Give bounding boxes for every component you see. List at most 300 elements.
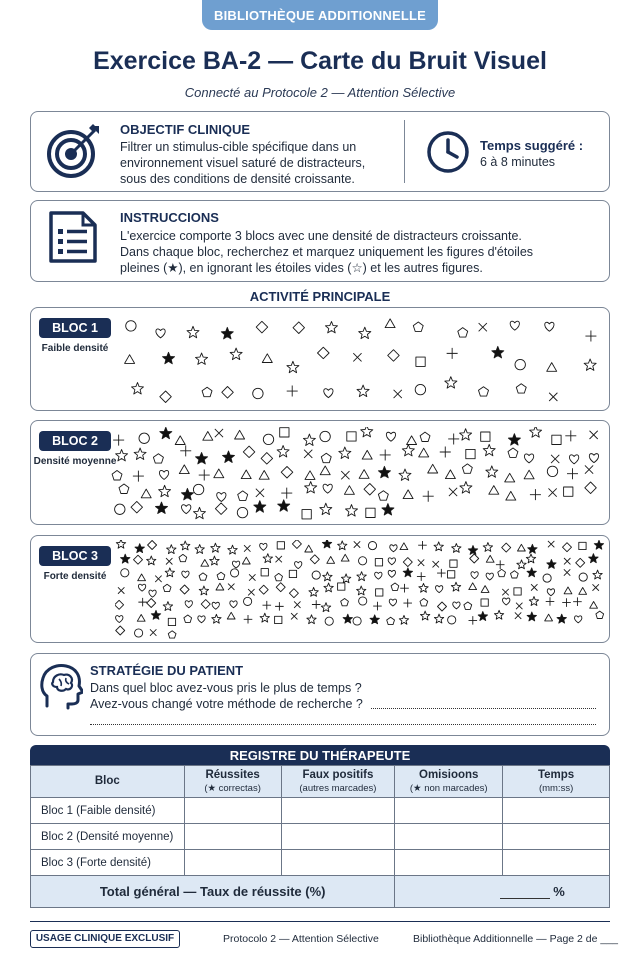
empty-star-shape[interactable] [451,582,460,591]
pentagon-shape[interactable] [420,599,428,606]
filled-star-shape[interactable] [135,544,144,553]
plus-shape[interactable] [180,445,191,456]
pentagon-shape[interactable] [420,432,430,441]
circle-shape[interactable] [312,571,320,579]
heart-shape[interactable] [159,470,168,479]
diamond-shape[interactable] [585,482,597,494]
filled-star-shape[interactable] [156,502,168,513]
cross-shape[interactable] [479,323,487,331]
pentagon-shape[interactable] [464,602,472,609]
empty-star-shape[interactable] [230,348,242,360]
plus-shape[interactable] [380,449,391,460]
empty-star-shape[interactable] [483,543,492,552]
square-shape[interactable] [514,588,521,595]
empty-star-shape[interactable] [287,361,299,372]
diamond-shape[interactable] [134,555,143,564]
heart-shape[interactable] [547,589,554,596]
filled-star-shape[interactable] [508,434,520,445]
diamond-shape[interactable] [256,321,268,333]
filled-star-shape[interactable] [378,466,390,477]
answer-line[interactable] [371,708,596,709]
empty-star-shape[interactable] [323,572,332,581]
entry-cell[interactable] [395,798,503,824]
entry-cell[interactable] [395,824,503,850]
heart-shape[interactable] [390,545,397,552]
empty-star-shape[interactable] [402,445,414,456]
circle-shape[interactable] [139,433,149,443]
triangle-shape[interactable] [341,554,349,561]
empty-star-shape[interactable] [187,326,199,338]
plus-shape[interactable] [440,447,451,458]
triangle-shape[interactable] [547,363,557,372]
diamond-shape[interactable] [388,350,400,362]
filled-star-shape[interactable] [223,451,235,463]
empty-star-shape[interactable] [494,610,503,619]
square-shape[interactable] [289,570,296,577]
filled-star-shape[interactable] [254,501,266,513]
triangle-shape[interactable] [506,491,516,500]
diamond-shape[interactable] [502,543,511,552]
pentagon-shape[interactable] [458,328,468,338]
heart-shape[interactable] [569,455,578,464]
circle-shape[interactable] [547,466,557,476]
empty-star-shape[interactable] [452,544,461,553]
entry-cell[interactable] [503,798,610,824]
cross-shape[interactable] [502,589,508,595]
empty-star-shape[interactable] [134,448,146,460]
pentagon-shape[interactable] [387,617,395,624]
plus-shape[interactable] [287,386,298,397]
circle-shape[interactable] [263,434,273,444]
heart-shape[interactable] [386,432,395,441]
heart-shape[interactable] [389,599,396,606]
triangle-shape[interactable] [327,557,335,564]
plus-shape[interactable] [403,599,412,608]
filled-star-shape[interactable] [278,500,290,511]
circle-shape[interactable] [244,597,252,605]
empty-star-shape[interactable] [434,614,443,623]
plus-shape[interactable] [417,572,426,581]
cross-shape[interactable] [548,541,554,547]
empty-star-shape[interactable] [159,485,171,496]
empty-star-shape[interactable] [460,482,472,494]
square-shape[interactable] [261,569,268,576]
diamond-shape[interactable] [147,599,156,608]
pentagon-shape[interactable] [462,464,472,473]
cross-shape[interactable] [228,584,234,590]
entry-cell[interactable] [281,850,395,876]
heart-shape[interactable] [182,505,191,514]
heart-shape[interactable] [116,616,123,623]
plus-shape[interactable] [437,569,446,578]
cross-shape[interactable] [249,574,255,580]
entry-cell[interactable] [184,798,281,824]
heart-shape[interactable] [323,484,332,493]
plus-shape[interactable] [447,348,458,359]
plus-shape[interactable] [573,597,582,606]
circle-shape[interactable] [320,431,330,441]
circle-shape[interactable] [135,629,143,637]
empty-star-shape[interactable] [196,353,208,364]
filled-star-shape[interactable] [468,546,477,555]
diamond-shape[interactable] [470,554,479,563]
empty-star-shape[interactable] [320,503,332,514]
square-shape[interactable] [466,449,475,458]
empty-star-shape[interactable] [357,586,366,595]
circle-shape[interactable] [579,573,587,581]
heart-shape[interactable] [436,586,443,593]
pentagon-shape[interactable] [516,384,526,393]
triangle-shape[interactable] [203,432,213,441]
pentagon-shape[interactable] [153,454,163,463]
circle-shape[interactable] [193,484,203,494]
empty-star-shape[interactable] [309,587,318,596]
filled-star-shape[interactable] [557,614,566,623]
diamond-shape[interactable] [160,391,172,403]
cross-shape[interactable] [564,569,570,575]
empty-star-shape[interactable] [194,507,206,519]
heart-shape[interactable] [185,601,192,608]
entry-cell[interactable] [281,798,395,824]
cross-shape[interactable] [276,556,282,562]
plus-shape[interactable] [263,601,272,610]
circle-shape[interactable] [325,617,333,625]
cross-shape[interactable] [515,612,521,618]
empty-star-shape[interactable] [593,570,602,579]
plus-shape[interactable] [244,615,253,624]
plus-shape[interactable] [585,331,596,342]
filled-star-shape[interactable] [221,327,233,339]
diamond-shape[interactable] [563,543,572,552]
heart-shape[interactable] [295,562,302,569]
cross-shape[interactable] [433,561,439,567]
diamond-shape[interactable] [276,583,285,592]
plus-shape[interactable] [281,488,292,499]
filled-star-shape[interactable] [492,346,504,358]
heart-shape[interactable] [217,493,226,502]
empty-star-shape[interactable] [339,447,351,459]
cross-shape[interactable] [215,429,223,437]
empty-star-shape[interactable] [486,466,498,477]
filled-star-shape[interactable] [528,544,537,553]
empty-star-shape[interactable] [165,568,174,577]
empty-star-shape[interactable] [346,505,358,516]
diamond-shape[interactable] [576,558,585,567]
cross-shape[interactable] [354,541,360,547]
circle-shape[interactable] [231,569,239,577]
filled-star-shape[interactable] [163,352,175,364]
empty-star-shape[interactable] [116,540,125,548]
square-shape[interactable] [552,435,561,444]
triangle-shape[interactable] [590,602,598,609]
triangle-shape[interactable] [137,615,145,622]
plus-shape[interactable] [275,602,284,611]
empty-star-shape[interactable] [530,427,542,437]
empty-star-shape[interactable] [195,545,204,554]
empty-star-shape[interactable] [163,602,172,611]
pentagon-shape[interactable] [184,615,192,622]
triangle-shape[interactable] [428,464,438,473]
empty-star-shape[interactable] [419,583,428,592]
triangle-shape[interactable] [486,555,494,562]
diamond-shape[interactable] [259,585,268,594]
empty-star-shape[interactable] [303,434,315,445]
heart-shape[interactable] [524,454,533,463]
square-shape[interactable] [280,428,289,437]
pentagon-shape[interactable] [479,387,489,396]
triangle-shape[interactable] [419,448,429,457]
square-shape[interactable] [481,599,488,606]
triangle-shape[interactable] [242,557,250,564]
circle-shape[interactable] [237,507,247,517]
filled-star-shape[interactable] [196,453,208,464]
cross-shape[interactable] [592,584,598,590]
circle-shape[interactable] [368,542,376,550]
triangle-shape[interactable] [481,586,489,593]
heart-shape[interactable] [575,616,582,623]
triangle-shape[interactable] [489,486,499,495]
circle-shape[interactable] [515,359,525,369]
plus-shape[interactable] [423,491,434,502]
empty-star-shape[interactable] [228,545,237,554]
triangle-shape[interactable] [241,470,251,479]
empty-star-shape[interactable] [421,611,430,620]
empty-star-shape[interactable] [277,446,289,458]
plus-shape[interactable] [199,470,210,481]
empty-star-shape[interactable] [460,429,472,440]
diamond-shape[interactable] [243,446,255,458]
circle-shape[interactable] [359,597,367,605]
pentagon-shape[interactable] [511,571,519,578]
triangle-shape[interactable] [201,560,209,567]
triangle-shape[interactable] [179,465,189,474]
diamond-shape[interactable] [222,387,234,399]
cross-shape[interactable] [291,613,297,619]
heart-shape[interactable] [503,598,510,605]
pentagon-shape[interactable] [119,484,129,494]
heart-shape[interactable] [388,570,395,577]
diamond-shape[interactable] [115,600,124,609]
heart-shape[interactable] [510,321,519,330]
filled-star-shape[interactable] [594,540,603,549]
circle-shape[interactable] [353,617,361,625]
cross-shape[interactable] [564,558,570,564]
cross-shape[interactable] [548,488,556,496]
filled-star-shape[interactable] [343,614,352,623]
cross-shape[interactable] [256,489,264,497]
triangle-shape[interactable] [227,612,235,619]
triangle-shape[interactable] [445,470,455,479]
triangle-shape[interactable] [524,470,534,479]
heart-shape[interactable] [156,329,165,338]
cross-shape[interactable] [248,589,254,595]
entry-cell[interactable] [503,850,610,876]
heart-shape[interactable] [388,558,395,565]
empty-star-shape[interactable] [584,359,596,370]
empty-star-shape[interactable] [529,597,538,606]
triangle-shape[interactable] [407,436,417,445]
cross-shape[interactable] [155,576,161,582]
empty-star-shape[interactable] [526,554,535,563]
cross-shape[interactable] [118,587,124,593]
empty-star-shape[interactable] [359,327,371,338]
cross-shape[interactable] [585,465,593,473]
pentagon-shape[interactable] [163,584,171,591]
diamond-shape[interactable] [364,484,376,496]
cross-shape[interactable] [244,545,250,551]
cross-shape[interactable] [353,353,361,361]
heart-shape[interactable] [198,616,205,623]
square-shape[interactable] [579,542,586,549]
square-shape[interactable] [448,571,455,578]
plus-shape[interactable] [496,560,505,569]
triangle-shape[interactable] [141,489,151,498]
empty-star-shape[interactable] [357,385,369,397]
plus-shape[interactable] [469,616,478,625]
pentagon-shape[interactable] [168,631,176,638]
triangle-shape[interactable] [262,354,272,363]
empty-star-shape[interactable] [147,556,156,565]
circle-shape[interactable] [121,569,129,577]
filled-star-shape[interactable] [370,615,379,624]
triangle-shape[interactable] [385,319,395,328]
plus-shape[interactable] [448,433,459,444]
heart-shape[interactable] [486,573,493,580]
square-shape[interactable] [375,559,382,566]
circle-shape[interactable] [253,388,263,398]
empty-star-shape[interactable] [338,541,347,550]
diamond-shape[interactable] [293,322,305,334]
triangle-shape[interactable] [564,587,572,594]
square-shape[interactable] [347,432,356,441]
heart-shape[interactable] [149,590,156,597]
triangle-shape[interactable] [518,544,526,551]
cross-shape[interactable] [150,629,156,635]
plus-shape[interactable] [562,598,571,607]
empty-star-shape[interactable] [211,543,220,552]
empty-star-shape[interactable] [483,444,495,455]
empty-star-shape[interactable] [132,383,144,395]
empty-star-shape[interactable] [399,469,411,480]
triangle-shape[interactable] [505,473,515,482]
pentagon-shape[interactable] [341,599,349,606]
filled-star-shape[interactable] [181,488,193,500]
cross-shape[interactable] [516,603,522,609]
circle-shape[interactable] [126,321,136,331]
empty-star-shape[interactable] [210,556,219,565]
square-shape[interactable] [366,508,375,517]
square-shape[interactable] [168,618,175,625]
triangle-shape[interactable] [320,466,330,475]
diamond-shape[interactable] [403,558,412,567]
empty-star-shape[interactable] [324,583,333,592]
triangle-shape[interactable] [359,470,369,479]
diamond-shape[interactable] [289,589,298,598]
pentagon-shape[interactable] [179,554,187,561]
triangle-shape[interactable] [214,469,224,478]
triangle-shape[interactable] [305,545,313,552]
empty-star-shape[interactable] [325,322,337,333]
diamond-shape[interactable] [180,585,189,594]
square-shape[interactable] [275,616,282,623]
filled-star-shape[interactable] [121,554,130,563]
pentagon-shape[interactable] [275,573,283,580]
plus-shape[interactable] [138,598,147,607]
empty-star-shape[interactable] [517,560,526,569]
diamond-shape[interactable] [148,541,157,550]
pentagon-shape[interactable] [112,471,122,481]
total-entry[interactable] [395,876,610,908]
empty-star-shape[interactable] [260,613,269,622]
empty-star-shape[interactable] [263,554,272,563]
cross-shape[interactable] [294,601,300,607]
heart-shape[interactable] [232,561,239,568]
plus-shape[interactable] [546,597,555,606]
plus-shape[interactable] [565,430,576,441]
triangle-shape[interactable] [403,490,413,499]
empty-star-shape[interactable] [361,427,373,437]
circle-shape[interactable] [448,616,456,624]
empty-star-shape[interactable] [199,586,208,595]
empty-star-shape[interactable] [434,542,443,551]
triangle-shape[interactable] [175,436,185,445]
square-shape[interactable] [416,357,425,366]
plus-shape[interactable] [113,435,124,446]
diamond-shape[interactable] [131,501,143,513]
plus-shape[interactable] [373,602,382,611]
square-shape[interactable] [450,560,457,567]
filled-star-shape[interactable] [160,427,172,438]
filled-star-shape[interactable] [547,560,556,569]
diamond-shape[interactable] [116,626,125,635]
answer-line[interactable] [90,724,596,725]
heart-shape[interactable] [471,572,478,579]
triangle-shape[interactable] [545,614,553,621]
triangle-shape[interactable] [400,543,408,550]
square-shape[interactable] [302,510,311,519]
empty-star-shape[interactable] [357,572,366,581]
entry-cell[interactable] [184,824,281,850]
diamond-shape[interactable] [281,467,293,479]
triangle-shape[interactable] [138,574,146,581]
square-shape[interactable] [376,589,383,596]
cross-shape[interactable] [341,471,349,479]
plus-shape[interactable] [400,584,409,593]
empty-star-shape[interactable] [399,615,408,624]
diamond-shape[interactable] [261,453,273,465]
plus-shape[interactable] [418,541,427,550]
cross-shape[interactable] [590,431,598,439]
diamond-shape[interactable] [318,347,330,359]
square-shape[interactable] [481,432,490,441]
pentagon-shape[interactable] [217,572,225,579]
diamond-shape[interactable] [292,540,301,548]
circle-shape[interactable] [359,557,367,565]
filled-star-shape[interactable] [527,612,536,621]
heart-shape[interactable] [230,601,237,608]
cross-shape[interactable] [549,393,557,401]
empty-star-shape[interactable] [181,541,190,550]
pentagon-shape[interactable] [202,387,212,397]
triangle-shape[interactable] [235,430,245,439]
entry-cell[interactable] [395,850,503,876]
heart-shape[interactable] [324,389,333,398]
circle-shape[interactable] [415,384,425,394]
plus-shape[interactable] [530,489,541,500]
cross-shape[interactable] [304,450,312,458]
empty-star-shape[interactable] [116,450,128,461]
triangle-shape[interactable] [469,583,477,590]
